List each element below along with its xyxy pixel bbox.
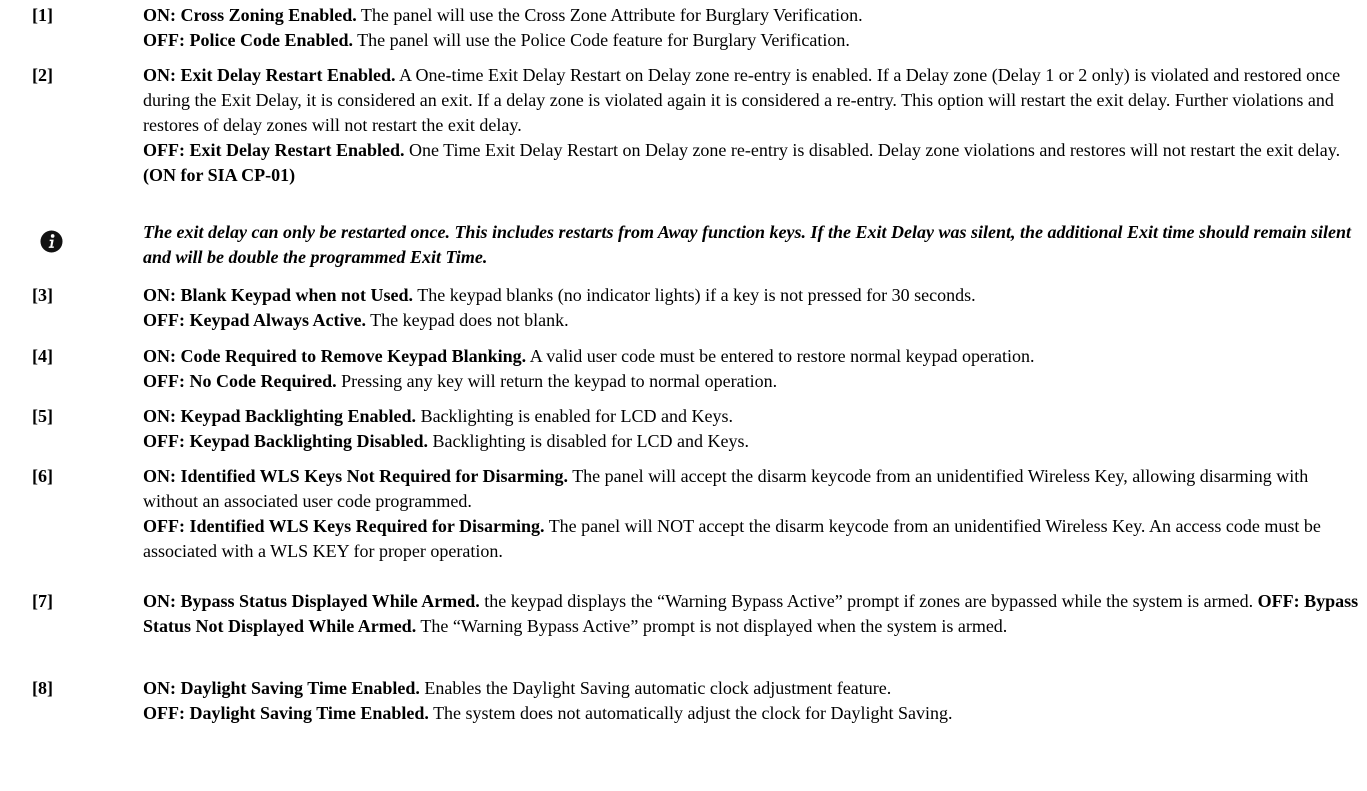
off-line [143,369,1359,394]
on-heading: ON: Daylight Saving Time Enabled. [143,678,420,698]
option-number: [5] [32,406,53,426]
on-line [143,676,1359,701]
on-description: A One-time Exit Delay Restart on Delay zone re-entry is enabled. If a Delay zone (Delay 1 or 2 only) is violated and restored once during the Exit Delay, it is considered an exit. If a delay zone is violated again it is considered a re-entry. This option will restart the exit delay. Further violations and restores of delay zones will not restart the exit delay. [143,65,1341,135]
option-body [143,283,1359,333]
off-heading: OFF: Exit Delay Restart Enabled. [143,140,405,160]
on-heading: ON: Identified WLS Keys Not Required for Disarming. [143,466,569,486]
off-line [143,138,1359,188]
off-description: The panel will NOT accept the disarm keycode from an unidentified Wireless Key. An access code must be associated with a WLS KEY for proper operation. [143,516,1321,561]
option-number: [2] [32,65,53,85]
on-description: The panel will accept the disarm keycode from an unidentified Wireless Key, allowing disarming with without an associated user code programmed. [143,466,1309,511]
off-line [143,701,1359,726]
option-number: [6] [32,466,53,486]
note-text: The exit delay can only be restarted once. This includes restarts from Away function keys. If the Exit Delay was silent, the additional Exit time should remain silent and will be double the programmed Exit Time. [143,222,1352,267]
sia-note: (ON for SIA CP-01) [143,165,296,185]
option-body [143,676,1359,726]
off-heading: OFF: No Code Required. [143,371,337,391]
on-line [143,3,1359,28]
option-number: [4] [32,346,53,366]
info-icon [40,230,63,253]
off-heading: OFF: Identified WLS Keys Required for Disarming. [143,516,545,536]
on-description: The panel will use the Cross Zone Attribute for Burglary Verification. [356,5,863,25]
on-line [143,63,1359,138]
option-body [143,404,1359,454]
on-description: A valid user code must be entered to restore normal keypad operation. [526,346,1035,366]
option-number: [1] [32,5,53,25]
on-description: the keypad displays the “Warning Bypass Active” prompt if zones are bypassed while the system is armed. [479,591,1258,611]
option-body [143,344,1359,394]
option-number: [8] [32,678,53,698]
option-body [143,589,1359,639]
off-line [143,308,1359,333]
on-off-line [143,589,1359,639]
on-heading: ON: Code Required to Remove Keypad Blanking. [143,346,527,366]
on-description: The keypad blanks (no indicator lights) if a key is not pressed for 30 seconds. [413,285,976,305]
on-heading: ON: Blank Keypad when not Used. [143,285,414,305]
off-line [143,514,1359,564]
off-description: The “Warning Bypass Active” prompt is not displayed when the system is armed. [416,616,1008,636]
on-line [143,344,1359,369]
option-body [143,464,1359,564]
off-heading: OFF: Daylight Saving Time Enabled. [143,703,429,723]
off-heading: OFF: Police Code Enabled. [143,30,353,50]
on-line [143,283,1359,308]
off-description: The keypad does not blank. [366,310,569,330]
on-description: Backlighting is enabled for LCD and Keys. [416,406,733,426]
on-line [143,464,1359,514]
option-number: [3] [32,285,53,305]
off-heading: OFF: Keypad Backlighting Disabled. [143,431,429,451]
option-number: [7] [32,591,53,611]
option-body [143,3,1359,53]
off-description: The system does not automatically adjust the clock for Daylight Saving. [428,703,953,723]
off-heading: OFF: Keypad Always Active. [143,310,366,330]
on-heading: ON: Exit Delay Restart Enabled. [143,65,396,85]
off-line [143,429,1359,454]
on-heading: ON: Keypad Backlighting Enabled. [143,406,417,426]
on-heading: ON: Bypass Status Displayed While Armed. [143,591,480,611]
off-description: One Time Exit Delay Restart on Delay zone re-entry is disabled. Delay zone violations and restores will not restart the exit delay. [404,140,1341,160]
on-heading: ON: Cross Zoning Enabled. [143,5,357,25]
on-line [143,404,1359,429]
off-description: Pressing any key will return the keypad to normal operation. [336,371,778,391]
on-description: Enables the Daylight Saving automatic clock adjustment feature. [419,678,892,698]
off-line [143,28,1359,53]
off-heading: OFF: Bypass Status Not Displayed While Armed. [143,591,1359,636]
off-description: The panel will use the Police Code feature for Burglary Verification. [353,30,850,50]
option-body [143,63,1359,188]
off-description: Backlighting is disabled for LCD and Keys. [428,431,749,451]
